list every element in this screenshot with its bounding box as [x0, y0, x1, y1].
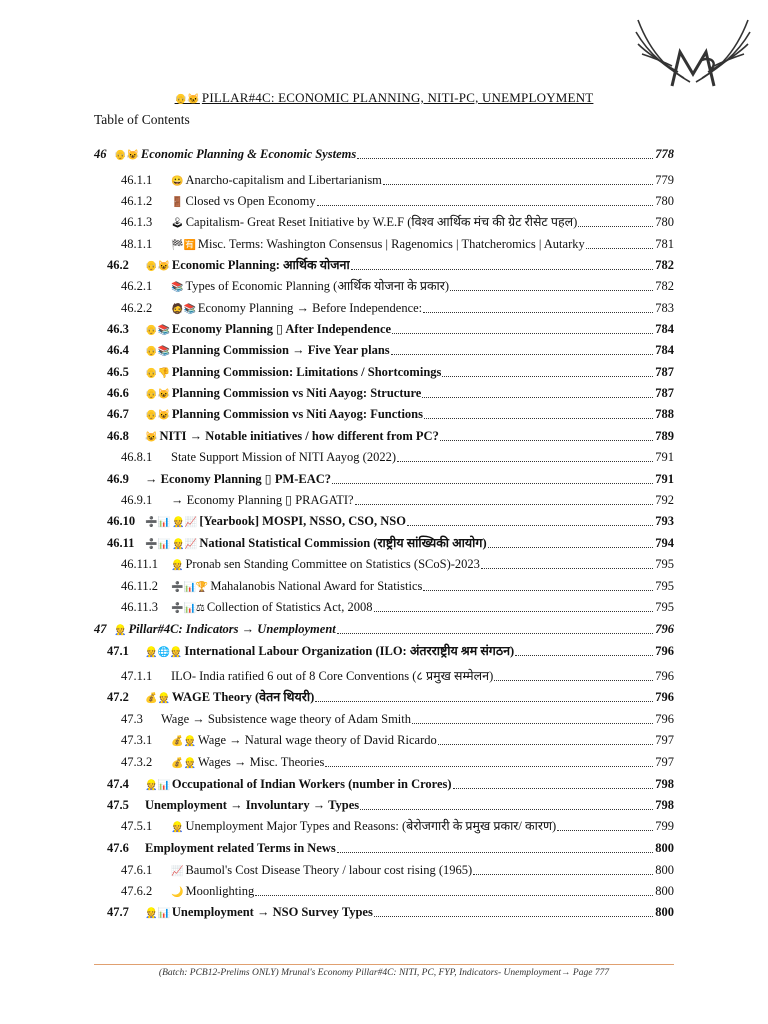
- toc-entry-label: WAGE Theory (वेतन थियरी): [171, 690, 315, 704]
- toc-entry-label: Wages → Misc. Theories: [197, 755, 325, 769]
- toc-entry-leader-dots: [337, 838, 653, 853]
- toc-entry-number: 47.6: [107, 841, 129, 855]
- toc-entry[interactable]: [121, 816, 674, 836]
- toc-entry-leader-dots: [325, 752, 653, 767]
- toc-entry-leader-dots: [332, 469, 653, 484]
- toc-entry-number: 47.2: [107, 690, 129, 704]
- toc-entry-page: 789: [655, 429, 674, 443]
- toc-entry-label: Planning Commission: Limitations / Shortcomings: [171, 365, 442, 379]
- toc-entry-leader-dots: [392, 319, 653, 334]
- toc-entry[interactable]: [121, 881, 674, 901]
- toc-entry-emoji-icon: 👷: [171, 560, 184, 571]
- toc-entry-page: 779: [655, 173, 674, 187]
- toc-entry[interactable]: [107, 687, 674, 707]
- toc-entry[interactable]: [107, 469, 674, 489]
- toc-entry-label: Occupational of Indian Workers (number in Crores): [171, 777, 452, 791]
- toc-entry-leader-dots: [422, 383, 653, 398]
- toc-entry-page: 787: [655, 386, 674, 400]
- toc-entry-page: 787: [655, 365, 674, 379]
- toc-entry-number: 47: [94, 622, 107, 636]
- toc-entry-label: Capitalism- Great Reset Initiative by W.E.F (विश्व आर्थिक मंच की ग्रेट रीसेट पहल): [185, 215, 578, 229]
- toc-entry-leader-dots: [578, 212, 653, 227]
- toc-entry-number: 46.9.1: [121, 493, 153, 507]
- toc-entry-leader-dots: [423, 576, 653, 591]
- toc-entry-number: 47.1: [107, 644, 129, 658]
- toc-entry[interactable]: [107, 255, 674, 275]
- toc-entry-label: Unemployment Major Types and Reasons: (बेरोजगारी के प्रमुख प्रकार/ कारण): [185, 819, 557, 833]
- toc-entry-label: Anarcho-capitalism and Libertarianism: [185, 173, 382, 187]
- toc-entry-number: 47.3.2: [121, 755, 153, 769]
- toc-entry[interactable]: [94, 619, 674, 639]
- toc-entry-label: ILO- India ratified 6 out of 8 Core Conventions (८ प्रमुख सम्मेलन): [171, 669, 494, 683]
- toc-entry[interactable]: [121, 298, 674, 318]
- toc-entry-page: 780: [655, 215, 674, 229]
- toc-entry[interactable]: [121, 490, 674, 510]
- toc-entry-number: 47.5: [107, 798, 129, 812]
- page-footer: (Batch: PCB12-Prelims ONLY) Mrunal's Economy Pillar#4C: NITI, PC, FYP, Indicators- Unemployment→ Page 777: [158, 968, 610, 978]
- toc-entry-number: 46.4: [107, 343, 129, 357]
- toc-entry-number: 48.1.1: [121, 237, 153, 251]
- toc-entry-number: 46.1.1: [121, 173, 153, 187]
- toc-entry[interactable]: [107, 383, 674, 403]
- footer-divider: [94, 964, 674, 965]
- toc-entry-label: Economy Planning → Before Independence:: [197, 301, 423, 315]
- toc-entry-number: 47.3: [121, 712, 143, 726]
- toc-entry-emoji-icon: 👷🌐👷: [145, 647, 183, 658]
- toc-entry-leader-dots: [317, 191, 653, 206]
- toc-entry-label: National Statistical Commission (राष्ट्रीय सांख्यिकी आयोग): [199, 536, 487, 550]
- toc-entry-number: 47.6.2: [121, 884, 153, 898]
- toc-entry-emoji-icon: 👷: [114, 625, 127, 636]
- toc-entry-page: 791: [655, 450, 674, 464]
- toc-entry-number: 46.1.2: [121, 194, 153, 208]
- toc-entry[interactable]: [121, 212, 674, 232]
- toc-entry-leader-dots: [423, 298, 653, 313]
- toc-entry-emoji-icon: 🏁🈶: [171, 240, 196, 251]
- toc-entry-number: 46.5: [107, 365, 129, 379]
- toc-entry-emoji-icon: ➗📊🏆: [171, 582, 209, 593]
- toc-entry-leader-dots: [481, 554, 653, 569]
- toc-entry-number: 47.4: [107, 777, 129, 791]
- wings-logo: [632, 12, 754, 90]
- toc-entry[interactable]: [121, 709, 674, 729]
- toc-entry-page: 797: [655, 733, 674, 747]
- toc-entry-number: 46.11.3: [121, 600, 159, 614]
- toc-entry-emoji-icon: 👴👎: [145, 368, 170, 379]
- toc-entry-leader-dots: [374, 902, 653, 917]
- toc-entry-page: 784: [655, 322, 674, 336]
- toc-entry-label: Moonlighting: [185, 884, 255, 898]
- toc-entry-emoji-icon: ➗📊 👷📈: [145, 539, 198, 550]
- toc-entry-emoji-icon: 😀: [171, 176, 184, 187]
- toc-entry-label: Closed vs Open Economy: [185, 194, 316, 208]
- toc-entry-label: Planning Commission → Five Year plans: [171, 343, 390, 357]
- toc-entry-number: 46.11.2: [121, 579, 159, 593]
- toc-entry[interactable]: [121, 597, 674, 617]
- toc-entry-emoji-icon: 👴📚: [145, 346, 170, 357]
- title-text: PILLAR#4C: ECONOMIC PLANNING, NITI-PC, UNEMPLOYMENT: [201, 90, 594, 105]
- toc-entry-leader-dots: [255, 881, 653, 896]
- toc-entry-page: 795: [655, 579, 674, 593]
- toc-entry-page: 796: [655, 690, 674, 704]
- toc-heading: Table of Contents: [94, 112, 190, 127]
- toc-entry[interactable]: [121, 234, 674, 254]
- toc-entry-leader-dots: [391, 340, 653, 355]
- toc-entry-emoji-icon: 📚: [171, 282, 184, 293]
- toc-entry-leader-dots: [397, 447, 653, 462]
- toc-entry-leader-dots: [515, 641, 653, 656]
- toc-entry-emoji-icon: 📈: [171, 866, 184, 877]
- toc-entry-page: 780: [655, 194, 674, 208]
- toc-entry[interactable]: [121, 447, 674, 467]
- toc-entry-leader-dots: [424, 404, 653, 419]
- toc-entry-emoji-icon: 👷📊: [145, 780, 170, 791]
- toc-entry[interactable]: [121, 576, 674, 596]
- toc-entry-page: 782: [655, 258, 674, 272]
- toc-entry-emoji-icon: 👴😺: [145, 261, 170, 272]
- toc-entry-number: 47.5.1: [121, 819, 153, 833]
- toc-entry-leader-dots: [488, 533, 653, 548]
- toc-entry-leader-dots: [586, 234, 653, 249]
- toc-entry-page: 798: [655, 798, 674, 812]
- toc-entry-emoji-icon: 🌙: [171, 887, 184, 898]
- toc-entry-leader-dots: [473, 860, 653, 875]
- toc-entry-number: 46.6: [107, 386, 129, 400]
- toc-entry-page: 800: [655, 863, 674, 877]
- toc-entry-page: 792: [655, 493, 674, 507]
- toc-entry-number: 47.3.1: [121, 733, 153, 747]
- toc-entry-emoji-icon: 💰👷: [171, 736, 196, 747]
- toc-entry-number: 46.11: [107, 536, 135, 550]
- toc-entry-page: 778: [655, 147, 674, 161]
- toc-entry[interactable]: [107, 404, 674, 424]
- toc-entry-page: 791: [655, 472, 674, 486]
- title-emoji: 👴🐱: [174, 94, 200, 105]
- toc-entry-label: [Yearbook] MOSPI, NSSO, CSO, NSO: [199, 514, 406, 528]
- toc-entry-label: Wage → Subsistence wage theory of Adam Smith: [161, 712, 411, 726]
- toc-entry-label: Mahalanobis National Award for Statistics: [210, 579, 423, 593]
- toc-entry-page: 794: [655, 536, 674, 550]
- toc-entry-emoji-icon: 😺: [145, 432, 158, 443]
- toc-entry-leader-dots: [374, 597, 654, 612]
- toc-entry-number: 46.1.3: [121, 215, 153, 229]
- toc-entry-emoji-icon: 🚪: [171, 197, 184, 208]
- toc-entry-leader-dots: [355, 490, 653, 505]
- toc-entry-page: 783: [655, 301, 674, 315]
- toc-entry[interactable]: [121, 752, 674, 772]
- toc-entry[interactable]: [121, 276, 674, 296]
- toc-entry-label: Pronab sen Standing Committee on Statistics (SCoS)-2023: [185, 557, 480, 571]
- toc-entry-page: 800: [655, 884, 674, 898]
- toc-entry-number: 46.11.1: [121, 557, 159, 571]
- toc-entry-leader-dots: [494, 666, 653, 681]
- toc-entry-label: Collection of Statistics Act, 2008: [206, 600, 373, 614]
- toc-entry[interactable]: [121, 860, 674, 880]
- toc-entry-label: State Support Mission of NITI Aayog (2022): [171, 450, 396, 464]
- toc-entry-label: Economic Planning: आर्थिक योजना: [171, 258, 350, 272]
- toc-entry-label: Types of Economic Planning (आर्थिक योजना के प्रकार): [185, 279, 450, 293]
- toc-entry[interactable]: [107, 511, 674, 531]
- toc-entry-label: Employment related Terms in News: [145, 841, 336, 855]
- toc-entry-number: 46.3: [107, 322, 129, 336]
- toc-entry-number: 46: [94, 147, 107, 161]
- toc-entry-page: 799: [655, 819, 674, 833]
- toc-entry[interactable]: [107, 774, 674, 794]
- toc-entry-emoji-icon: 👷📊: [145, 908, 170, 919]
- toc-entry-page: 796: [655, 622, 674, 636]
- toc-entry-number: 46.2.2: [121, 301, 153, 315]
- toc-entry-page: 781: [655, 237, 674, 251]
- toc-entry-emoji-icon: 👷: [171, 822, 184, 833]
- document-title: [0, 90, 768, 106]
- toc-entry-number: 46.2: [107, 258, 129, 272]
- toc-entry-leader-dots: [557, 816, 653, 831]
- toc-entry[interactable]: [107, 362, 674, 382]
- toc-entry[interactable]: [107, 319, 674, 339]
- toc-entry-emoji-icon: 🕹: [171, 218, 184, 229]
- toc-entry-page: 796: [655, 644, 674, 658]
- toc-entry-page: 797: [655, 755, 674, 769]
- toc-entry-number: 46.2.1: [121, 279, 153, 293]
- toc-entry-page: 796: [655, 712, 674, 726]
- toc-entry-number: 47.1.1: [121, 669, 153, 683]
- toc-entry-emoji-icon: ➗📊⚖: [171, 603, 205, 614]
- toc-entry[interactable]: [107, 838, 674, 858]
- toc-entry-emoji-icon: 👴😺: [114, 150, 139, 161]
- toc-entry-leader-dots: [442, 362, 653, 377]
- toc-entry-page: 793: [655, 514, 674, 528]
- toc-entry-emoji-icon: 👴😺: [145, 410, 170, 421]
- toc-entry-page: 800: [655, 905, 674, 919]
- toc-entry[interactable]: [121, 191, 674, 211]
- toc-entry-number: 46.9: [107, 472, 129, 486]
- toc-entry-label: → Economy Planning ▯ PRAGATI?: [171, 493, 354, 507]
- toc-entry-label: NITI → Notable initiatives / how different from PC?: [159, 429, 439, 443]
- toc-entry-leader-dots: [438, 730, 653, 745]
- toc-entry-label: Planning Commission vs Niti Aayog: Structure: [171, 386, 422, 400]
- toc-entry-label: Unemployment → Involuntary → Types: [145, 798, 360, 812]
- toc-entry-label: Unemployment → NSO Survey Types: [171, 905, 373, 919]
- toc-entry-label: International Labour Organization (ILO: अंतरराष्ट्रीय श्रम संगठन): [184, 644, 515, 658]
- toc-entry[interactable]: [107, 533, 674, 553]
- toc-entry-leader-dots: [450, 276, 653, 291]
- toc-entry[interactable]: [121, 666, 674, 686]
- toc-entry-page: 795: [655, 600, 674, 614]
- toc-entry-number: 46.8.1: [121, 450, 153, 464]
- toc-entry-label: Pillar#4C: Indicators → Unemployment: [128, 622, 336, 636]
- toc-entry[interactable]: [107, 426, 674, 446]
- toc-entry-label: Economy Planning ▯ After Independence: [171, 322, 392, 336]
- toc-entry-leader-dots: [453, 774, 653, 789]
- toc-entry[interactable]: [107, 902, 674, 922]
- toc-entry-number: 46.8: [107, 429, 129, 443]
- toc-entry-number: 47.7: [107, 905, 129, 919]
- toc-entry-page: 798: [655, 777, 674, 791]
- toc-entry-emoji-icon: 👴😺: [145, 389, 170, 400]
- toc-entry-page: 782: [655, 279, 674, 293]
- toc-entry-emoji-icon: 👴📚: [145, 325, 170, 336]
- toc-entry[interactable]: [107, 340, 674, 360]
- toc-entry-leader-dots: [407, 511, 653, 526]
- toc-entry-page: 796: [655, 669, 674, 683]
- toc-entry-leader-dots: [383, 170, 653, 185]
- toc-entry-leader-dots: [337, 619, 653, 634]
- toc-entry-emoji-icon: 💰👷: [145, 693, 170, 704]
- toc-entry-emoji-icon: 🧔📚: [171, 304, 196, 315]
- toc-entry-label: Baumol's Cost Disease Theory / labour cost rising (1965): [185, 863, 473, 877]
- toc-entry-page: 784: [655, 343, 674, 357]
- toc-entry[interactable]: [107, 641, 674, 661]
- toc-entry-number: 47.6.1: [121, 863, 153, 877]
- toc-entry-leader-dots: [357, 144, 653, 159]
- toc-entry[interactable]: [107, 795, 674, 815]
- toc-entry-emoji-icon: 💰👷: [171, 758, 196, 769]
- toc-entry[interactable]: [121, 554, 674, 574]
- toc-entry-leader-dots: [360, 795, 653, 810]
- toc-entry-label: Economic Planning & Economic Systems: [140, 147, 357, 161]
- toc-entry-label: Misc. Terms: Washington Consensus | Ragenomics | Thatcheromics | Autarky: [197, 237, 585, 251]
- toc-entry[interactable]: [121, 730, 674, 750]
- toc-entry-number: 46.10: [107, 514, 136, 528]
- toc-entry-label: → Economy Planning ▯ PM-EAC?: [145, 472, 332, 486]
- toc-entry[interactable]: [94, 144, 674, 164]
- toc-entry[interactable]: [121, 170, 674, 190]
- toc-entry-number: 46.7: [107, 407, 129, 421]
- toc-entry-leader-dots: [315, 687, 653, 702]
- toc-entry-page: 795: [655, 557, 674, 571]
- toc-entry-leader-dots: [351, 255, 653, 270]
- toc-entry-page: 800: [655, 841, 674, 855]
- toc-entry-leader-dots: [440, 426, 653, 441]
- toc-entry-label: Wage → Natural wage theory of David Ricardo: [197, 733, 437, 747]
- toc-entry-emoji-icon: ➗📊 👷📈: [145, 517, 198, 528]
- toc-entry-leader-dots: [412, 709, 653, 724]
- toc-entry-page: 788: [655, 407, 674, 421]
- toc-entry-label: Planning Commission vs Niti Aayog: Functions: [171, 407, 423, 421]
